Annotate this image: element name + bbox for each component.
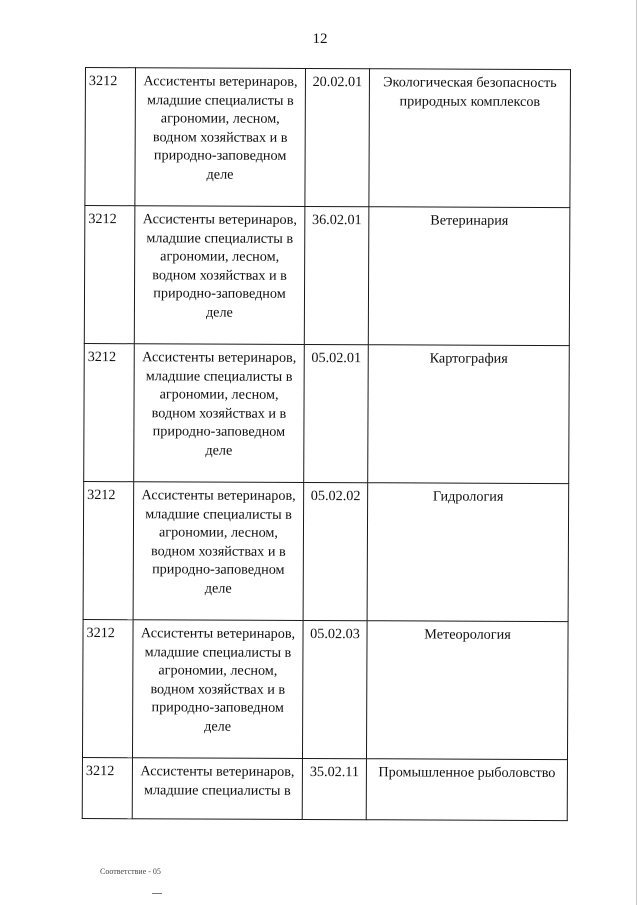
scan-edge-line xyxy=(636,0,637,905)
occupation-code: 3212 xyxy=(83,481,134,619)
specialty-name: Экологическая безопасность природных комплексов xyxy=(369,69,571,208)
specialty-number: 05.02.03 xyxy=(302,620,367,758)
occupation-code: 3212 xyxy=(84,206,135,344)
specialty-name: Метеорология xyxy=(366,621,568,760)
occupation-code: 3212 xyxy=(85,68,136,206)
table-row xyxy=(83,481,569,621)
occupation-name: Ассистенты ветеринаров, младшие специалисты в агрономии, лесном, водном хозяйствах и в природно-заповедном деле xyxy=(142,349,297,459)
table-row xyxy=(85,68,571,208)
occupation-name: Ассистенты ветеринаров, младшие специалисты в xyxy=(140,763,295,799)
specialty-number: 05.02.01 xyxy=(304,344,369,482)
specialty-number: 35.02.11 xyxy=(302,758,366,819)
occupation-specialty-table xyxy=(82,67,571,821)
table-row xyxy=(82,757,567,820)
specialty-name: Гидрология xyxy=(367,483,569,622)
specialty-name: Картография xyxy=(368,345,570,484)
specialty-name: Промышленное рыболовство xyxy=(366,759,567,821)
table-row xyxy=(82,619,568,759)
specialty-number: 20.02.01 xyxy=(305,68,370,206)
occupation-name: Ассистенты ветеринаров, младшие специалисты в агрономии, лесном, водном хозяйствах и в природно-заповедном деле xyxy=(140,625,296,735)
occupation-code: 3212 xyxy=(82,757,132,818)
table-row xyxy=(84,206,570,346)
occupation-name: Ассистенты ветеринаров, младшие специалисты в агрономии, лесном, водном хозяйствах и в природно-заповедном деле xyxy=(143,73,298,183)
scan-mark xyxy=(152,893,162,894)
table-row xyxy=(84,343,570,483)
specialty-number: 36.02.01 xyxy=(304,206,369,344)
occupation-code: 3212 xyxy=(82,619,133,757)
specialty-name: Ветеринария xyxy=(368,207,570,346)
occupation-name: Ассистенты ветеринаров, младшие специалисты в агрономии, лесном, водном хозяйствах и в природно-заповедном деле xyxy=(141,487,296,597)
occupation-name: Ассистенты ветеринаров, младшие специалисты в агрономии, лесном, водном хозяйствах и в природно-заповедном деле xyxy=(142,211,297,321)
specialty-number: 05.02.02 xyxy=(303,482,368,620)
footer-note: Соответствие - 05 xyxy=(100,867,161,876)
page-number: 12 xyxy=(312,31,328,47)
occupation-code: 3212 xyxy=(84,343,135,481)
